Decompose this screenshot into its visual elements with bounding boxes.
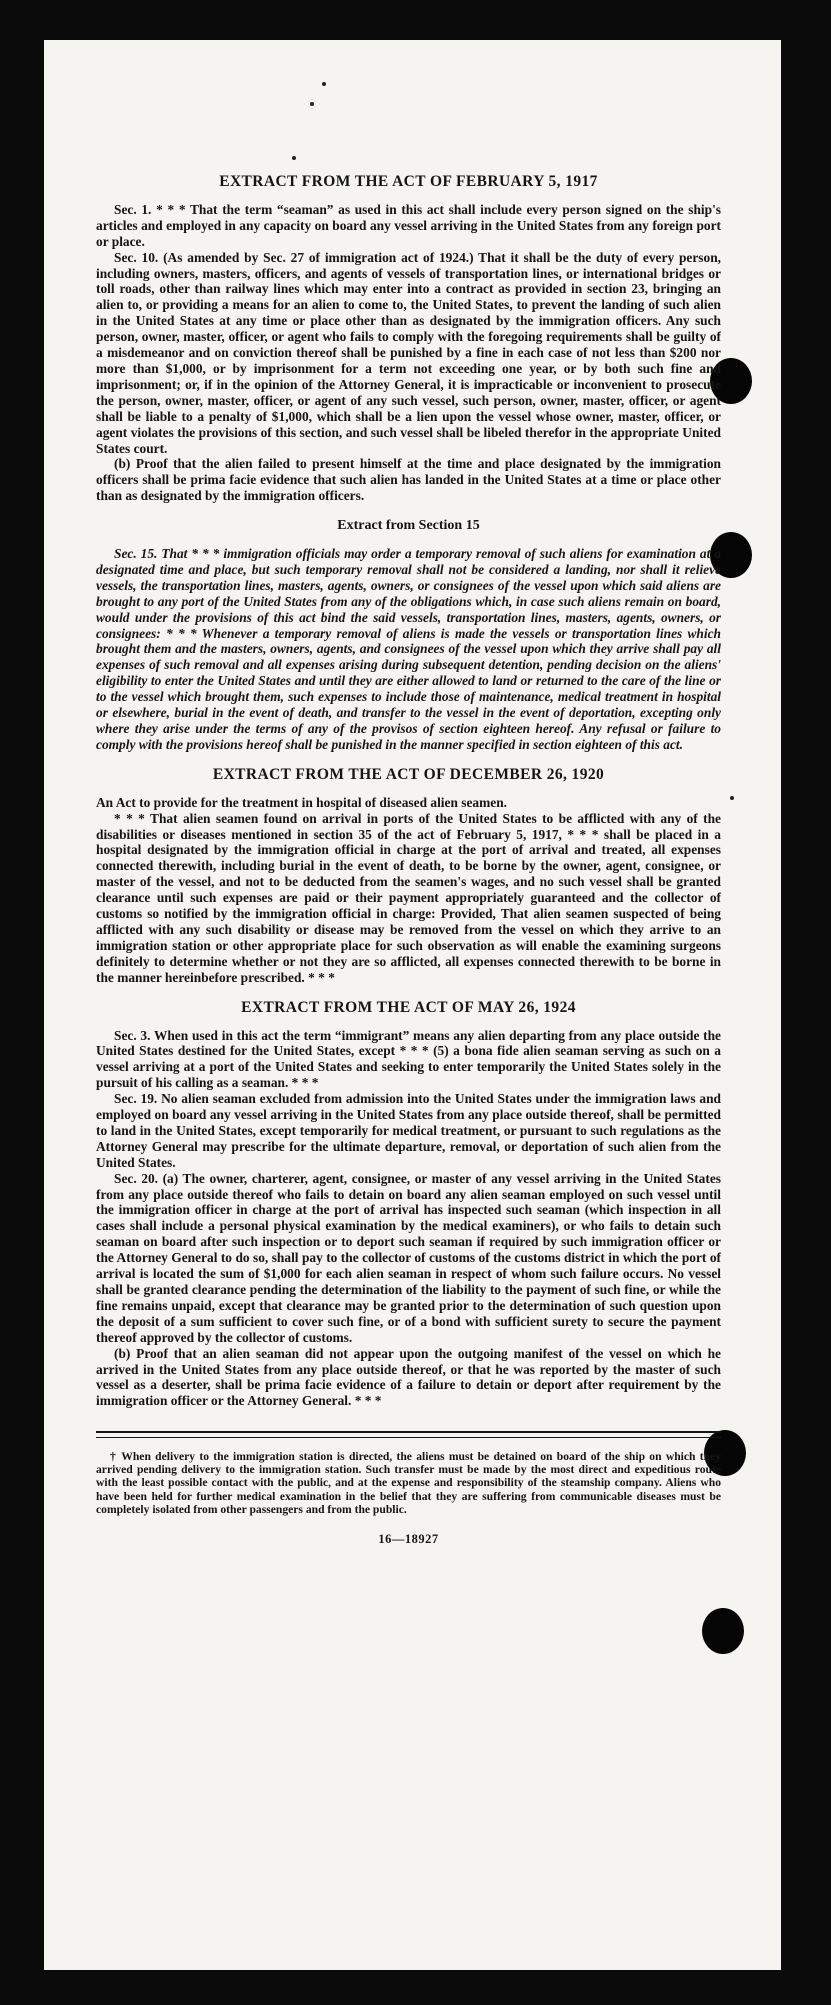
paragraph: (b) Proof that an alien seaman did not appear upon the outgoing manifest of the vessel on which he arrived in the United States from any place outside thereof, or that he was reported by the master of such vessel as a deserter, shall be prima facie evidence of a failure to detain or deport after requirement by the immigration officer or the Attorney General. * * * (96, 1345, 721, 1409)
paragraph: Sec. 15. That * * * immigration officials may order a temporary removal of such aliens for examination at a designated time and place, but such temporary removal shall not be considered a landing, nor shall it relieve vessels, the transportation lines, masters, agents, owners, or consignees of the vessel upon which said aliens are brought to any port of the United States from any of the obligations which, in case such aliens remain on board, would under the provisions of this act bind the said vessels, transportation lines, masters, agents, owners, or consignees: * * * Whenever a temporary removal of aliens is made the vessels or transportation lines which brought them and the masters, owners, agents, and consignees of the vessel upon which they arrive shall pay all expenses of such removal and all expenses arising during subsequent detention, pending decision on the aliens' eligibility to enter the United States and until they are either allowed to land or returned to the care of the line or to the vessel which brought them, such expenses to include those of maintenance, medical treatment in hospital or elsewhere, burial in the event of death, and transfer to the vessel in the event of deportation, excepting only where they arise under the terms of any of the provisos of section eighteen hereof. Any refusal or failure to comply with the provisions hereof shall be punished in the manner specified in section eighteen of this act. (96, 546, 721, 752)
section-act-1920 (96, 767, 721, 986)
speck (310, 102, 314, 106)
section-heading: EXTRACT FROM THE ACT OF DECEMBER 26, 1920 (212, 765, 605, 783)
footnote-rule-thin (96, 1437, 721, 1438)
document-body (96, 174, 721, 1548)
paragraph: Sec. 20. (a) The owner, charterer, agent, consignee, or master of any vessel arriving in the United States from any place outside thereof who fails to detain on board any alien seaman employed on such vessel until the immigration officer in charge at the port of arrival has inspected such seaman (which inspection in all cases shall include a personal physical examination by the medical examiners), or who fails to detain such seaman on board after such inspection or to deport such seaman if required by such immigration officer or the Attorney General to do so, shall pay to the collector of customs of the customs district in which the port of arrival is located the sum of $1,000 for each alien seaman in respect of whom such failure occurs. No vessel shall be granted clearance pending the determination of the liability to the payment of such fine, or while the fine remains unpaid, except that clearance may be granted prior to the determination of such question upon the deposit of a sum sufficient to cover such fine, or of a bond with sufficient surety to secure the payment thereof approved by the collector of customs. (96, 1170, 721, 1345)
footnote: † When delivery to the immigration station is directed, the aliens must be detained on board of the ship on which they arrived pending delivery to the immigration station. Such transfer must be made by the most direct and expeditious route with the least possible contact with the public, and at the expense and responsibility of the steamship company. Aliens who have been held for further medical examination in the belief that they are suffering from communicable diseases must be completely isolated from other passengers and from the public. (96, 1449, 721, 1517)
paragraph: * * * That alien seamen found on arrival in ports of the United States to be afflicted with any of the disabilities or diseases mentioned in section 35 of the act of February 5, 1917, * * * shall be placed in a hospital designated by the immigration official in charge at the port of arrival and treated, all expenses connected therewith, including burial in the event of death, to be borne by the owner, agent, consignee, or master of the vessel, and not to be deducted from the seamen's wages, and no such vessel shall be granted clearance until such expenses are paid or their payment appropriately guaranteed and the collector of customs so notified by the immigration official in charge: Provided, That alien seamen suspected of being afflicted with any such disability or disease may be removed from the vessel on which they arrive to an immigration station or other appropriate place for such observation as will enable the examining surgeons definitely to determine whether or not they are so afflicted, all expenses connected therewith to be borne in the manner hereinbefore prescribed. * * * (96, 810, 721, 985)
speck (292, 156, 296, 160)
punch-hole (702, 1608, 744, 1654)
section-act-1917 (96, 174, 721, 504)
speck (730, 796, 734, 800)
paragraph: Sec. 19. No alien seaman excluded from admission into the United States under the immigration laws and employed on board any vessel arriving in the United States from any place outside thereof, shall be permitted to land in the United States, except temporarily for medical treatment, or pursuant to such regulations as the Attorney General may prescribe for the ultimate departure, removal, or deportation of such alien from the United States. (96, 1091, 721, 1170)
section-heading: Extract from Section 15 (337, 518, 480, 534)
paragraph: Sec. 1. * * * That the term “seaman” as used in this act shall include every person signed on the ship's articles and employed in any capacity on board any vessel arriving in the United States from any foreign port or place. (96, 201, 721, 249)
speck (322, 82, 326, 86)
section-heading: EXTRACT FROM THE ACT OF MAY 26, 1924 (241, 998, 576, 1016)
paragraph: Sec. 3. When used in this act the term “immigrant” means any alien departing from any place outside the United States destined for the United States, except * * * (5) a bona fide alien seaman serving as such on a vessel arriving at a port of the United States and seeking to enter temporarily the United States solely in the pursuit of his calling as a seaman. * * * (96, 1027, 721, 1091)
paragraph: An Act to provide for the treatment in hospital of diseased alien seamen. (96, 794, 508, 810)
paragraph: Sec. 10. (As amended by Sec. 27 of immigration act of 1924.) That it shall be the duty of every person, including owners, masters, officers, and agents of vessels of transportation lines, or international bridges or toll roads, other than railway lines which may enter into a contract as provided in section 23, bringing an alien to, or providing a means for an alien to come to, the United States, to prevent the landing of such alien in the United States at any time or place other than as designated by the immigration officers. Any such person, owner, master, officer, or agent who fails to comply with the foregoing requirements shall be guilty of a misdemeanor and on conviction thereof shall be punished by a fine in each case of not less than $200 nor more than $1,000, or by imprisonment for a term not exceeding one year, or by both such fine and imprisonment; or, if in the opinion of the Attorney General, it is impracticable or inconvenient to prosecute the person, owner, master, officer, or agent of any such vessel, such person, owner, master, officer, or agent shall be liable to a penalty of $1,000, which shall be a lien upon the vessel whose owner, master, officer, or agent violates the provisions of this section, and such vessel shall be libeled therefor in the appropriate United States court. (96, 249, 721, 456)
document-page (44, 40, 781, 1970)
section-act-1924 (96, 1000, 721, 1410)
form-number: 16—18927 (378, 1532, 439, 1547)
section-15 (96, 518, 721, 753)
footnote-rule (96, 1431, 721, 1433)
paragraph: (b) Proof that the alien failed to present himself at the time and place designated by the immigration officers shall be prima facie evidence that such alien has landed in the United States at a time or place other than as designated by the immigration officers. (96, 456, 721, 504)
section-heading: EXTRACT FROM THE ACT OF FEBRUARY 5, 1917 (219, 173, 598, 190)
